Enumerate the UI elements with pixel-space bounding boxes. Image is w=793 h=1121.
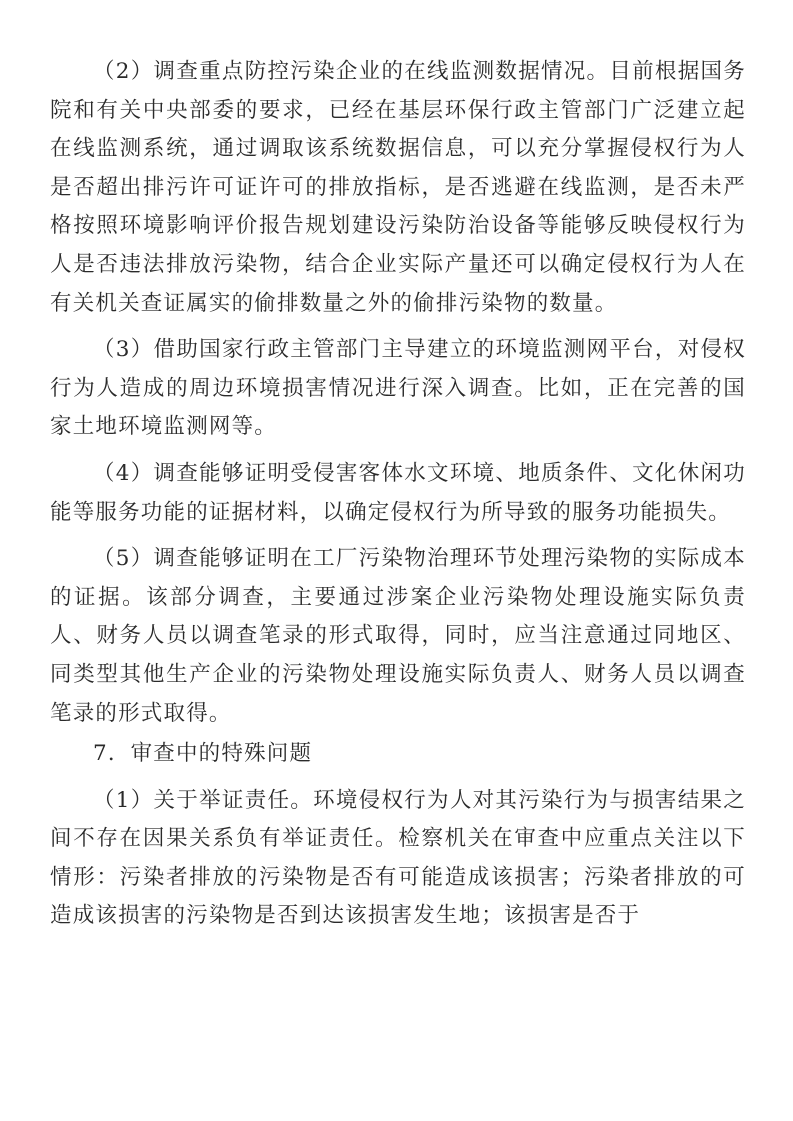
paragraph-item-3-monitoring-network: （3）借助国家行政主管部门主导建立的环境监测网平台，对侵权行为人造成的周边环境损害情况进行深入调查。比如，正在完善的国家土地环境监测网等。 [50, 337, 746, 440]
document-body [50, 53, 746, 936]
section-heading-special-issues: 7．审查中的特殊问题 [93, 741, 313, 767]
paragraph-burden-of-proof: （1）关于举证责任。环境侵权行为人对其污染行为与损害结果之间不存在因果关系负有举证责任。检察机关在审查中应重点关注以下情形：污染者排放的污染物是否有可能造成该损害；污染者排放的可造成该损害的污染物是否到达该损害发生地；该损害是否于 [50, 787, 746, 929]
paragraph-item-5-treatment-cost: （5）调查能够证明在工厂污染物治理环节处理污染物的实际成本的证据。该部分调查，主要通过涉案企业污染物处理设施实际负责人、财务人员以调查笔录的形式取得，同时，应当注意通过同地区、同类型其他生产企业的污染物处理设施实际负责人、财务人员以调查笔录的形式取得。 [50, 546, 746, 726]
paragraph-item-4-service-function: （4）调查能够证明受侵害客体水文环境、地质条件、文化休闲功能等服务功能的证据材料，以确定侵权行为所导致的服务功能损失。 [50, 460, 746, 525]
paragraph-item-2-online-monitoring: （2）调查重点防控污染企业的在线监测数据情况。目前根据国务院和有关中央部委的要求，已经在基层环保行政主管部门广泛建立起在线监测系统，通过调取该系统数据信息，可以充分掌握侵权行为人是否超出排污许可证许可的排放指标，是否逃避在线监测，是否未严格按照环境影响评价报告规划建设污染防治设备等能够反映侵权行为人是否违法排放污染物，结合企业实际产量还可以确定侵权行为人在有关机关查证属实的偷排数量之外的偷排污染物的数量。 [50, 59, 746, 316]
